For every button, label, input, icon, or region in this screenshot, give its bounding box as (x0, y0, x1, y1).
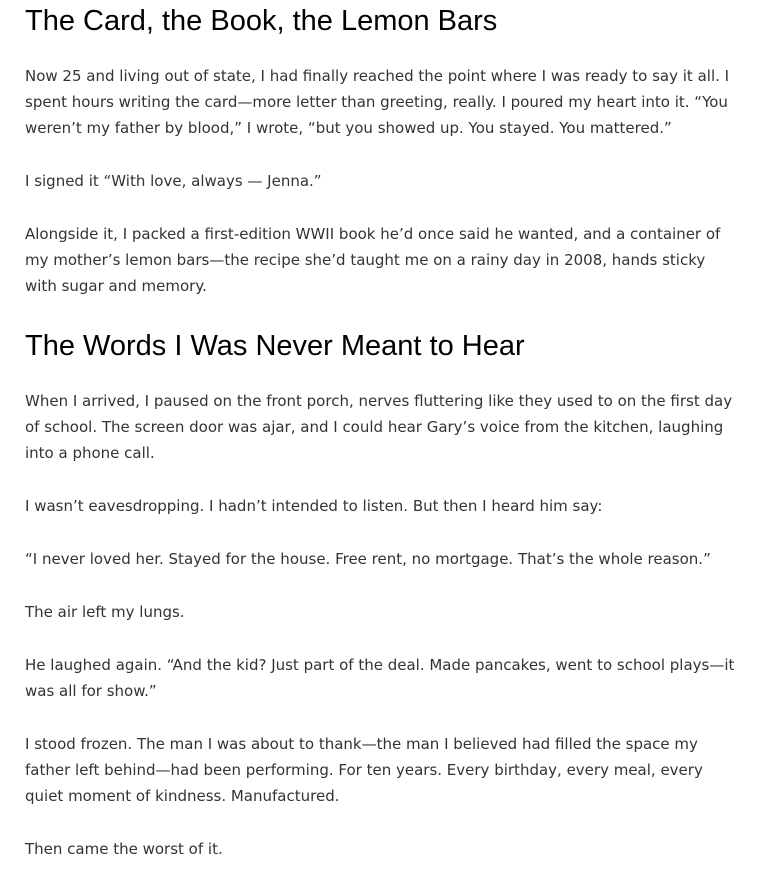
story-paragraph: I wasn’t eavesdropping. I hadn’t intended to listen. But then I heard him say: (25, 496, 603, 515)
story-paragraph: Alongside it, I packed a first-edition WWII book he’d once said he wanted, and a container of my mother’s lemon bars—the recipe she’d taught me on a rainy day in 2008, hands sticky with sugar and memory. (25, 224, 721, 295)
story-paragraph: I stood frozen. The man I was about to thank—the man I believed had filled the space my father left behind—had been performing. For ten years. Every birthday, every meal, every quiet moment of kindness. Manufactured. (25, 734, 703, 805)
story-paragraph: When I arrived, I paused on the front porch, nerves fluttering like they used to on the first day of school. The screen door was ajar, and I could hear Gary’s voice from the kitchen, laughing into a phone call. (25, 391, 733, 462)
story-paragraph: He laughed again. “And the kid? Just part of the deal. Made pancakes, went to school plays—it was all for show.” (25, 655, 735, 700)
story-paragraph: Now 25 and living out of state, I had finally reached the point where I was ready to say it all. I spent hours writing the card—more letter than greeting, really. I poured my heart into it. “You weren’t my father by blood,” I wrote, “but you showed up. You stayed. You mattered.” (25, 66, 730, 137)
story-paragraph: I signed it “With love, always — Jenna.” (25, 171, 322, 190)
section-heading-card-book-lemon-bars: The Card, the Book, the Lemon Bars (25, 5, 498, 37)
story-paragraph: Then came the worst of it. (25, 839, 223, 858)
story-paragraph: The air left my lungs. (25, 602, 185, 621)
story-article (25, 4, 735, 862)
section-heading-words-never-meant-to-hear: The Words I Was Never Meant to Hear (25, 329, 525, 362)
story-paragraph: “I never loved her. Stayed for the house. Free rent, no mortgage. That’s the whole reason.” (25, 549, 711, 568)
